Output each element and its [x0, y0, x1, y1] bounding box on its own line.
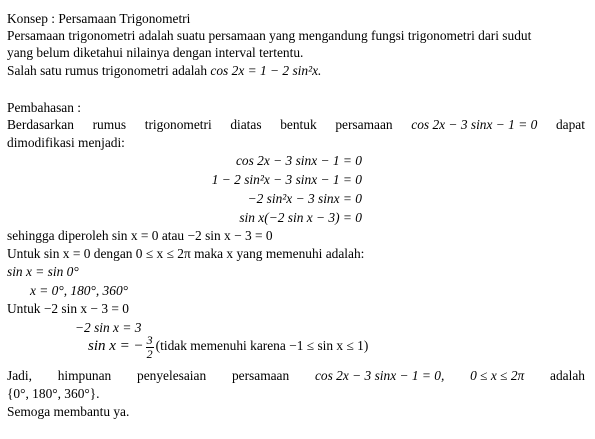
intro-word: rumus	[92, 117, 127, 132]
fraction-numerator: 3	[146, 333, 153, 347]
step-1: cos 2x − 3 sinx − 1 = 0	[235, 153, 362, 168]
case-2-intro: Untuk −2 sin x − 3 = 0	[7, 301, 129, 316]
konsep-line-1: Persamaan trigonometri adalah suatu persamaan yang mengandung fungsi trigonometri dari sudut	[7, 28, 532, 43]
pembahasan-title: Pembahasan :	[7, 100, 82, 115]
conclusion-word: Jadi,	[7, 368, 32, 383]
conclusion-word: penyelesaian	[137, 368, 207, 383]
conclusion-interval: 0 ≤ x ≤ 2π	[470, 368, 525, 383]
case-1-intro: Untuk sin x = 0 dengan 0 ≤ x ≤ 2π maka x yang memenuhi adalah:	[7, 246, 365, 261]
step-4: sin x(−2 sin x − 3) = 0	[239, 210, 362, 225]
konsep-line-3-text: Salah satu rumus trigonometri adalah	[7, 63, 211, 78]
intro-word: trigonometri	[144, 117, 212, 132]
fraction	[146, 334, 154, 360]
intro-word: persamaan	[335, 117, 393, 132]
conclusion-word: himpunan	[57, 368, 112, 383]
konsep-line-2: yang belum diketahui nilainya dengan interval tertentu.	[7, 45, 304, 60]
case-1-equation: sin x = sin 0°	[7, 264, 79, 279]
case-2-lhs: sin x = −	[88, 338, 144, 355]
pembahasan-intro-line-1	[7, 118, 585, 131]
konsep-title: Konsep : Persamaan Trigonometri	[7, 11, 191, 26]
case-1-solution: x = 0°, 180°, 360°	[30, 283, 128, 298]
closing-line: Semoga membantu ya.	[7, 404, 130, 419]
conclusion-word: adalah	[550, 368, 585, 383]
intro-word: dapat	[555, 117, 585, 132]
sehingga-line: sehingga diperoleh sin x = 0 atau −2 sin x − 3 = 0	[7, 228, 273, 243]
intro-word: diatas	[230, 117, 262, 132]
case-2-result	[88, 334, 368, 360]
case-2-note: (tidak memenuhi karena −1 ≤ sin x ≤ 1)	[155, 338, 369, 354]
intro-word: Berdasarkan	[7, 117, 74, 132]
solution-set: {0°, 180°, 360°}.	[7, 386, 100, 401]
fraction-denominator: 2	[146, 346, 153, 361]
conclusion-line-1	[7, 369, 585, 382]
conclusion-equation: cos 2x − 3 sinx − 1 = 0,	[314, 368, 445, 383]
intro-word: bentuk	[280, 117, 317, 132]
case-2-equation: −2 sin x = 3	[75, 320, 142, 335]
step-3: −2 sin²x − 3 sinx = 0	[247, 191, 362, 206]
intro-equation: cos 2x − 3 sinx − 1 = 0	[411, 117, 538, 132]
pembahasan-intro-line-2: dimodifikasi menjadi:	[7, 135, 125, 150]
conclusion-word: persamaan	[231, 368, 290, 383]
step-2: 1 − 2 sin²x − 3 sinx − 1 = 0	[211, 172, 362, 187]
konsep-line-3	[7, 64, 321, 77]
identity-formula: cos 2x = 1 − 2 sin²x.	[210, 63, 322, 78]
